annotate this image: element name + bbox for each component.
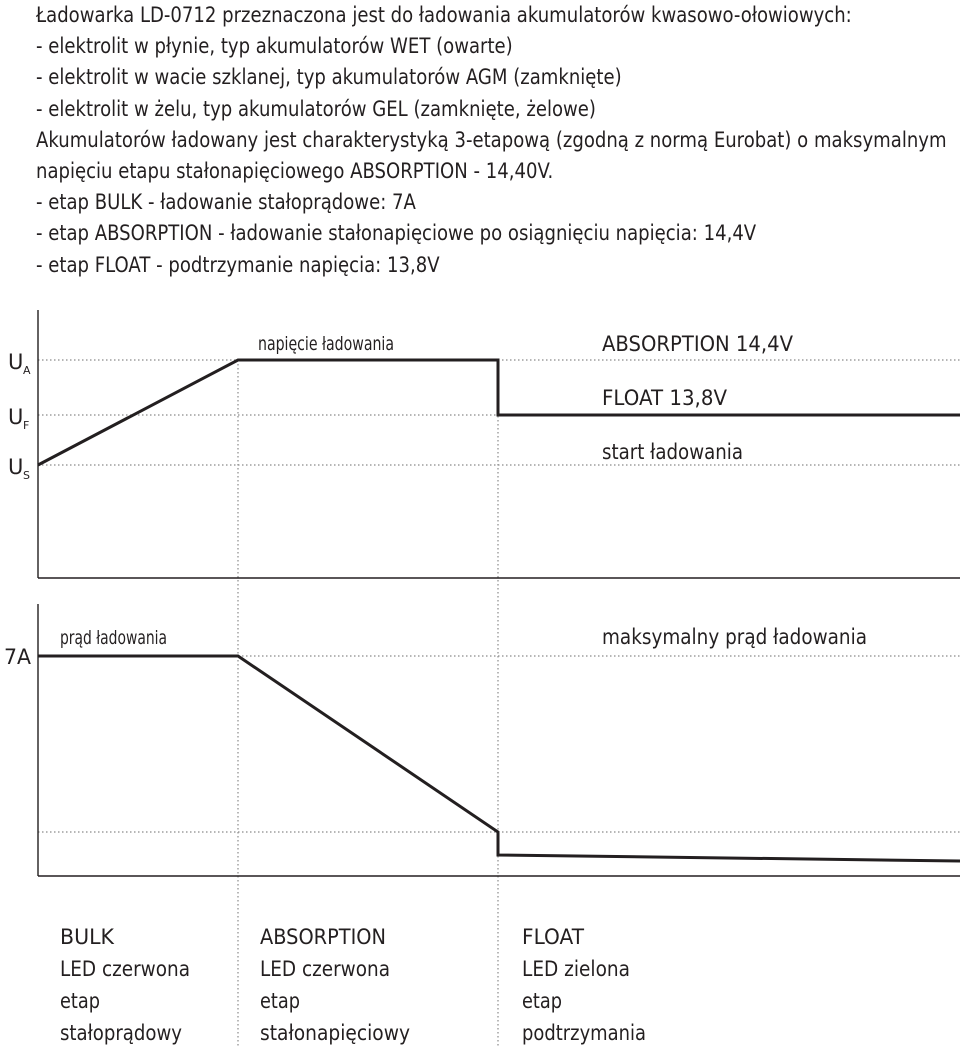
voltage-axis-label-start: U <box>8 455 24 479</box>
stage-bulk-led: LED czerwona <box>60 957 190 981</box>
voltage-curve-label: napięcie ładowania <box>258 333 394 355</box>
voltage-curve <box>38 360 960 465</box>
intro-line: - elektrolit w żelu, typ akumulatorów GEL (zamknięte, żelowe) <box>36 96 596 121</box>
current-axis-label: 7A <box>4 645 32 669</box>
start-level-label: start ładowania <box>602 440 743 464</box>
stage-bulk-desc: stałoprądowy <box>60 1021 182 1045</box>
stage-absorption <box>260 925 410 1045</box>
stage-float-name: FLOAT <box>522 925 585 949</box>
intro-line: napięciu etapu stałonapięciowego ABSORPTION - 14,40V. <box>36 159 554 184</box>
intro-line: Ładowarka LD-0712 przeznaczona jest do ładowania akumulatorów kwasowo-ołowiowych: <box>36 3 852 27</box>
stage-float <box>522 925 646 1045</box>
voltage-axis-sub-absorption: A <box>23 364 31 377</box>
voltage-axis-label-float: U <box>8 405 24 429</box>
intro-line: - elektrolit w płynie, typ akumulatorów WET (owarte) <box>36 34 513 59</box>
current-curve <box>38 656 960 861</box>
float-level-label: FLOAT 13,8V <box>602 386 728 410</box>
stage-absorption-etap: etap <box>260 989 300 1013</box>
max-current-label: maksymalny prąd ładowania <box>602 625 867 649</box>
stage-absorption-led: LED czerwona <box>260 957 390 981</box>
voltage-axis-sub-float: F <box>23 419 30 432</box>
voltage-axis-sub-start: S <box>23 469 30 482</box>
voltage-axis-label-absorption: U <box>8 350 24 374</box>
intro-line: - etap ABSORPTION - ładowanie stałonapięciowe po osiągnięciu napięcia: 14,4V <box>36 221 757 246</box>
intro-line: - elektrolit w wacie szklanej, typ akumulatorów AGM (zamknięte) <box>36 65 622 90</box>
intro-line: - etap BULK - ładowanie stałoprądowe: 7A <box>36 190 416 215</box>
stage-float-desc: podtrzymania <box>522 1021 646 1045</box>
intro-line: Akumulatorów ładowany jest charakterystyką 3-etapową (zgodną z normą Eurobat) o maksymalnym <box>36 127 947 152</box>
stage-bulk <box>60 925 190 1045</box>
stage-absorption-name: ABSORPTION <box>260 925 386 949</box>
current-curve-label: prąd ładowania <box>60 627 167 649</box>
intro-line: - etap FLOAT - podtrzymanie napięcia: 13,8V <box>36 252 440 277</box>
stage-bulk-name: BULK <box>60 925 116 949</box>
stage-absorption-desc: stałonapięciowy <box>260 1021 410 1045</box>
absorption-level-label: ABSORPTION 14,4V <box>602 332 794 356</box>
stage-bulk-etap: etap <box>60 989 100 1013</box>
stage-float-etap: etap <box>522 989 562 1013</box>
stage-float-led: LED zielona <box>522 957 630 981</box>
